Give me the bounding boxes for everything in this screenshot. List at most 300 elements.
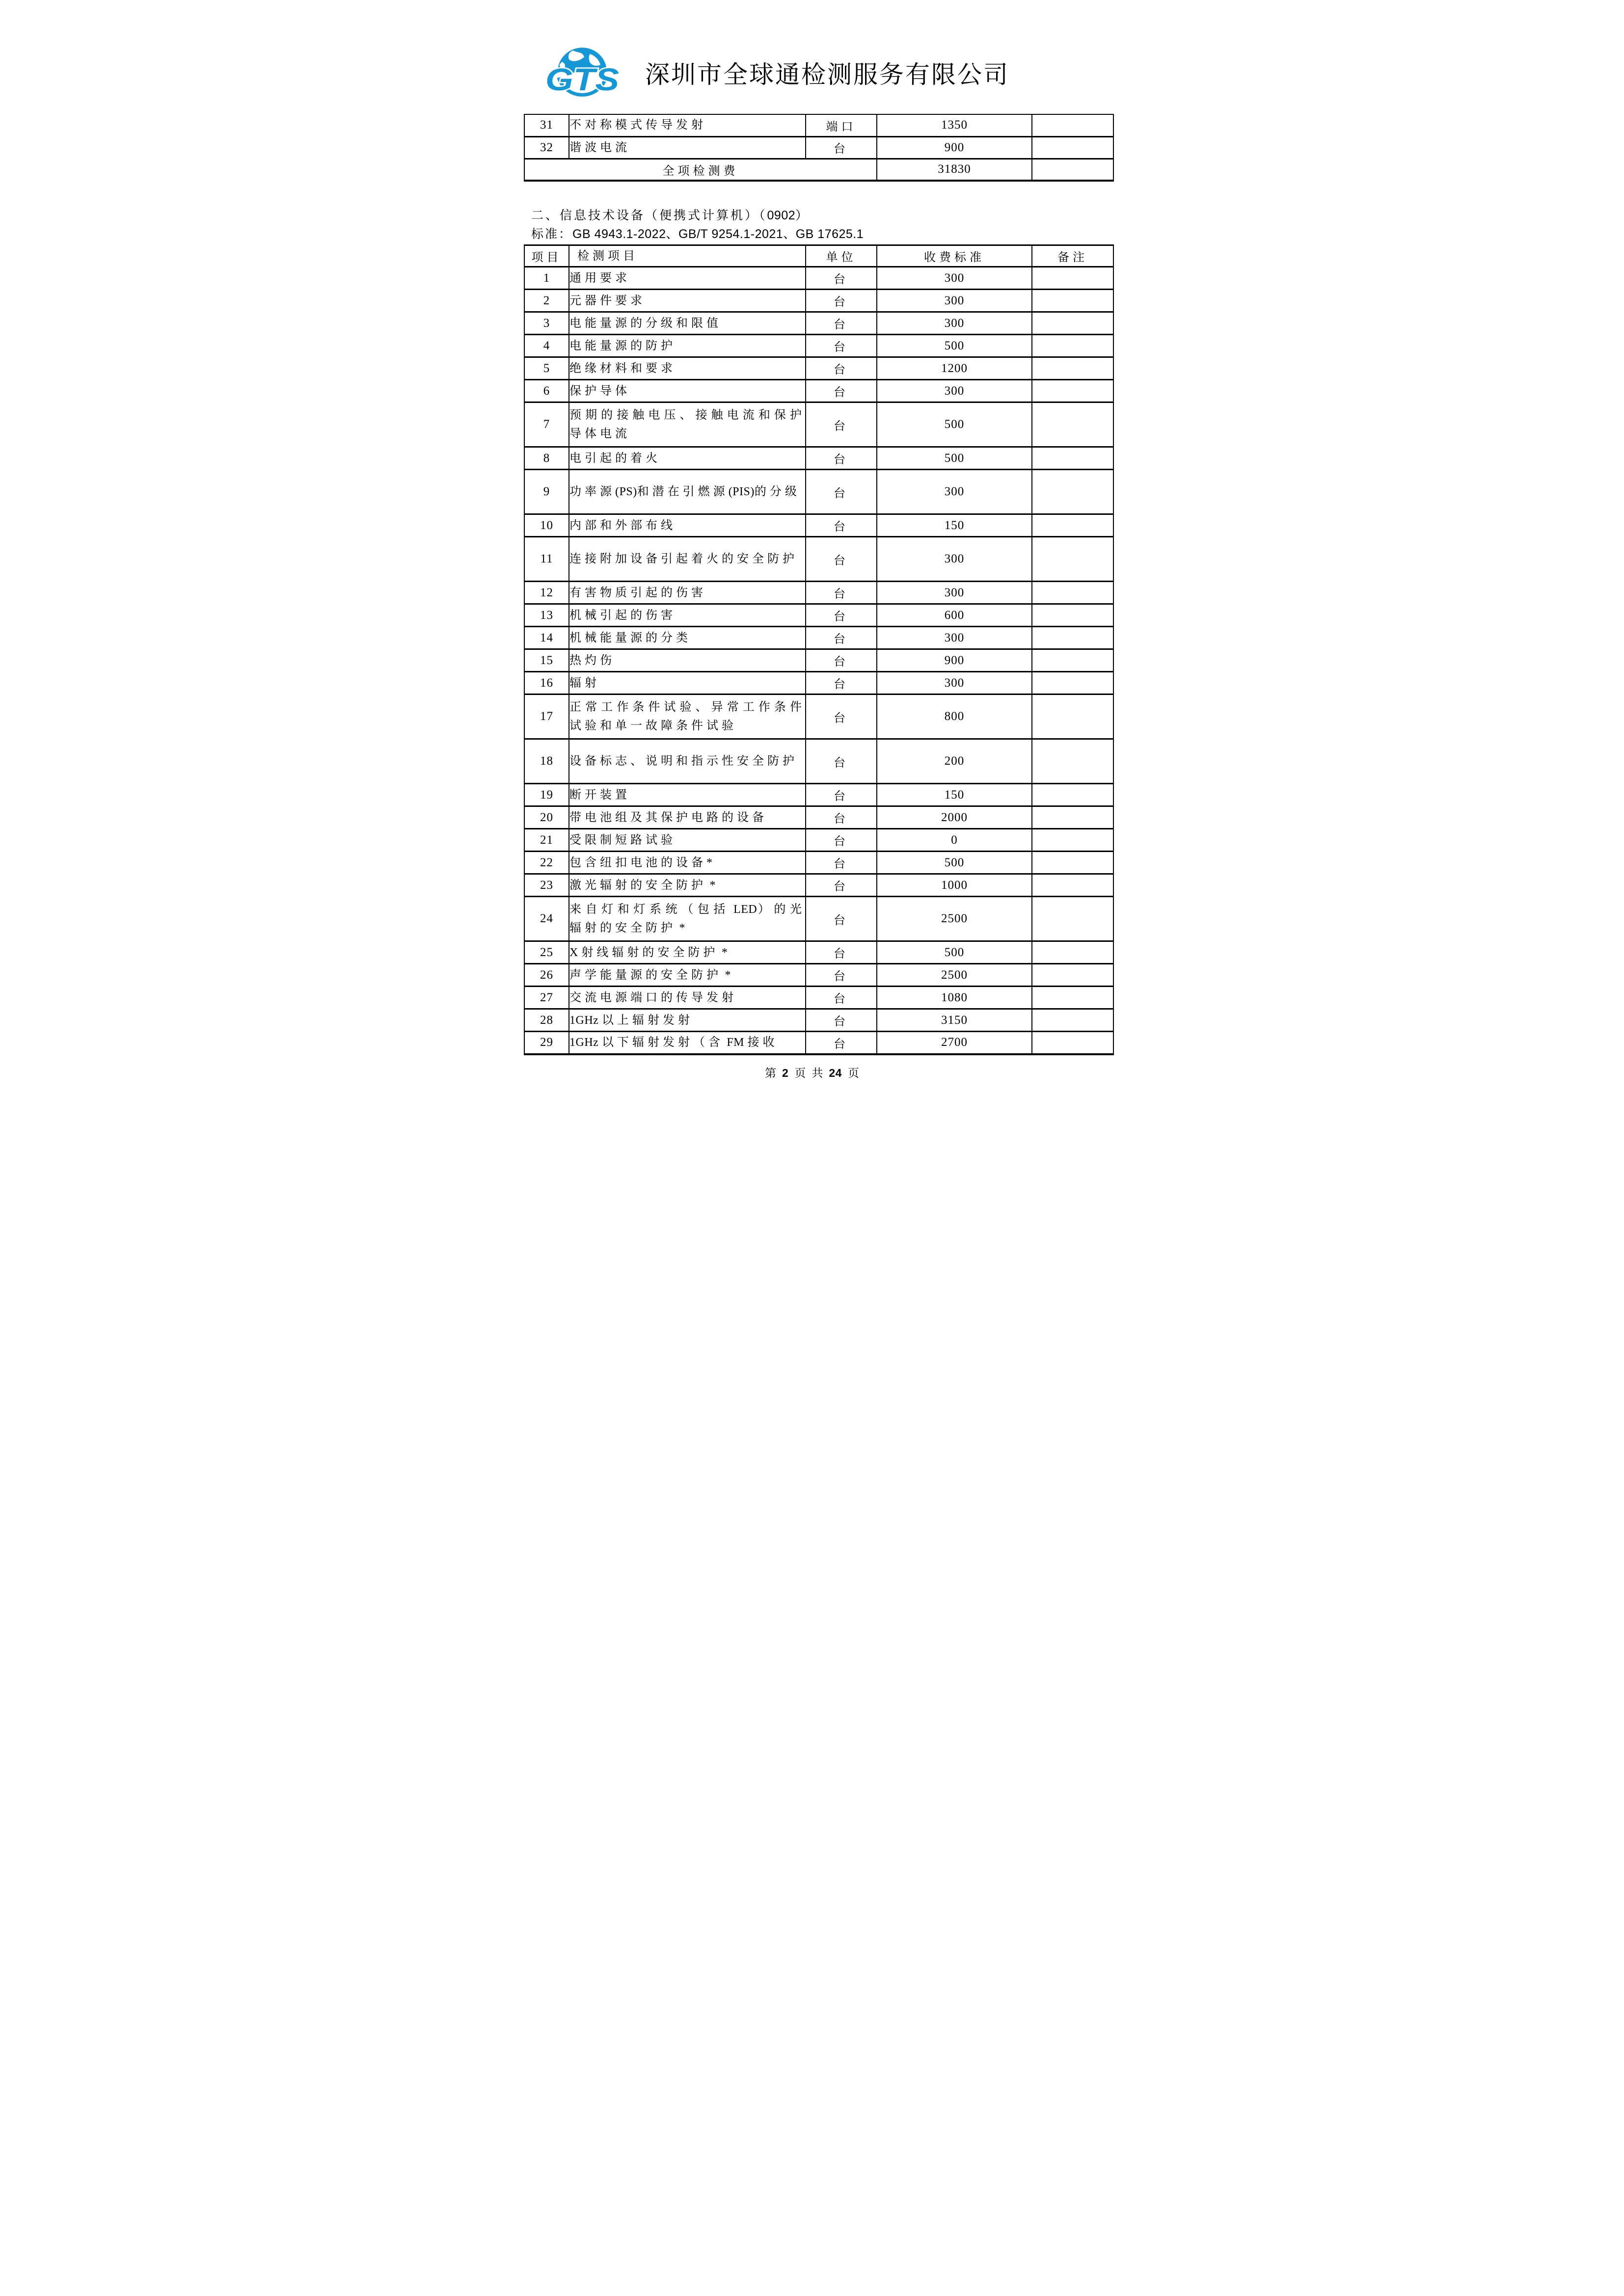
total-row — [524, 159, 1113, 181]
text-segment: 台 — [834, 813, 849, 826]
text-segment: 元器件要求 — [569, 294, 646, 307]
text-segment: 以上辐射发射 — [601, 1014, 693, 1027]
remark-cell — [1032, 514, 1113, 537]
item-name-cell — [569, 784, 806, 806]
text-segment: 带电池组及其保护电路的设备 — [569, 811, 767, 824]
item-number-cell: 1 — [543, 271, 550, 285]
text-segment: 收费标准 — [924, 251, 985, 264]
unit-cell — [806, 1009, 877, 1032]
standard-line — [531, 224, 864, 242]
item-name-cell — [569, 874, 806, 897]
item-number-cell: 23 — [540, 878, 553, 892]
remark-cell — [1032, 897, 1113, 941]
text-segment: 检测项目 — [577, 249, 638, 263]
fee-cell: 150 — [877, 514, 1032, 537]
remark-cell — [1032, 537, 1113, 582]
fee-cell: 1200 — [877, 357, 1032, 380]
item-number-cell: 11 — [540, 552, 553, 565]
fee-cell: 300 — [877, 537, 1032, 582]
unit-cell — [806, 694, 877, 739]
fee-cell: 2700 — [877, 1032, 1032, 1054]
column-header — [569, 245, 806, 267]
unit-cell — [806, 806, 877, 829]
item-name-cell — [569, 357, 806, 380]
text-segment: 有害物质引起的伤害 — [569, 586, 706, 599]
text-segment: 1GHz — [569, 1014, 602, 1027]
text-segment: 台 — [834, 712, 849, 725]
unit-cell — [806, 987, 877, 1009]
table-header-row — [524, 245, 1113, 267]
item-name-cell — [569, 852, 806, 874]
text-segment: 台 — [834, 948, 849, 961]
text-segment: 台 — [834, 656, 849, 668]
text-segment: 台 — [834, 487, 849, 500]
text-segment: * — [676, 922, 685, 934]
text-segment: 台 — [834, 633, 849, 646]
item-name-cell — [569, 829, 806, 852]
remark-cell — [1032, 312, 1113, 335]
remark-cell — [1032, 1032, 1113, 1054]
section-heading — [531, 206, 810, 223]
text-segment: (PS) — [615, 485, 637, 498]
footer-text: 第 — [765, 1067, 777, 1079]
text-segment: 交流电源端口的传导发射 — [569, 991, 737, 1004]
footer-text: 页 — [794, 1067, 806, 1079]
section-heading-close: ） — [795, 209, 810, 222]
table-row — [524, 470, 1113, 514]
text-segment: * — [718, 946, 728, 959]
unit-cell — [806, 941, 877, 964]
item-name-cell — [569, 514, 806, 537]
unit-cell — [806, 136, 877, 159]
text-segment: 设备标志、说明和指示性安全防护 — [569, 755, 798, 768]
unit-cell — [806, 357, 877, 380]
item-name-cell — [569, 290, 806, 312]
item-number-cell: 20 — [540, 810, 553, 824]
text-segment: 声学能量源的安全防护 — [569, 968, 722, 982]
fee-cell: 500 — [877, 402, 1032, 447]
fee-cell: 500 — [877, 335, 1032, 357]
text-segment: 台 — [834, 611, 849, 623]
column-header — [1032, 245, 1113, 267]
table-row — [524, 290, 1113, 312]
item-name-cell — [569, 402, 806, 447]
text-segment: X — [569, 946, 582, 959]
remark-cell — [1032, 136, 1113, 159]
remark-cell — [1032, 672, 1113, 694]
item-name-cell — [569, 537, 806, 582]
unit-cell — [806, 447, 877, 470]
remark-cell — [1032, 649, 1113, 672]
text-segment: 台 — [834, 835, 849, 848]
text-segment: 端口 — [826, 120, 857, 133]
unit-cell — [806, 739, 877, 784]
fee-cell: 500 — [877, 447, 1032, 470]
text-segment: 台 — [834, 881, 849, 893]
text-segment: 台 — [834, 756, 849, 770]
table-row — [524, 964, 1113, 987]
item-name-cell — [569, 806, 806, 829]
item-number-cell: 32 — [540, 140, 553, 154]
unit-cell — [806, 649, 877, 672]
remark-cell — [1032, 582, 1113, 604]
text-segment: 项目 — [531, 251, 562, 264]
column-header — [806, 245, 877, 267]
remark-cell — [1032, 941, 1113, 964]
fee-cell: 900 — [877, 136, 1032, 159]
remark-cell — [1032, 627, 1113, 649]
unit-cell — [806, 267, 877, 290]
text-segment: 台 — [834, 143, 849, 156]
text-segment: 台 — [834, 386, 849, 399]
table-row — [524, 874, 1113, 897]
unit-cell — [806, 290, 877, 312]
table-row — [524, 114, 1113, 136]
remark-cell — [1032, 604, 1113, 627]
item-name-cell — [569, 1032, 806, 1054]
table-row — [524, 897, 1113, 941]
table-row — [524, 852, 1113, 874]
remark-cell — [1032, 852, 1113, 874]
fee-cell: 1080 — [877, 987, 1032, 1009]
text-segment: 正常工作条件试验、异常工作条件试验和单一故障条件试验 — [569, 701, 805, 732]
item-name-cell — [569, 447, 806, 470]
text-segment: 台 — [834, 454, 849, 466]
fee-cell: 300 — [877, 312, 1032, 335]
unit-cell — [806, 380, 877, 402]
fee-cell: 1350 — [877, 114, 1032, 136]
text-segment: 热灼伤 — [569, 654, 615, 667]
text-segment: 和潜在引燃源 — [637, 485, 729, 498]
fee-cell: 500 — [877, 852, 1032, 874]
text-segment: 台 — [834, 1038, 849, 1051]
text-segment: 台 — [834, 341, 849, 354]
footer-page: 2 — [782, 1067, 789, 1079]
table-row — [524, 136, 1113, 159]
text-segment: ）的光辐射的安全防护 — [569, 903, 806, 934]
item-number-cell: 24 — [540, 912, 553, 925]
remark-cell — [1032, 1009, 1113, 1032]
text-segment: 台 — [834, 588, 849, 601]
text-segment: 台 — [834, 914, 849, 927]
table-row — [524, 672, 1113, 694]
remark-cell — [1032, 739, 1113, 784]
fee-cell: 500 — [877, 941, 1032, 964]
item-name-cell — [569, 672, 806, 694]
remark-cell — [1032, 402, 1113, 447]
unit-cell — [806, 672, 877, 694]
table-row — [524, 694, 1113, 739]
item-number-cell: 6 — [543, 384, 550, 398]
text-segment: 台 — [834, 1015, 849, 1028]
remark-cell — [1032, 380, 1113, 402]
remark-cell — [1032, 470, 1113, 514]
text-segment: 连接附加设备引起着火的安全防护 — [569, 553, 798, 565]
text-segment: 台 — [834, 678, 849, 691]
table-row — [524, 267, 1113, 290]
standard-value: GB 4943.1-2022、GB/T 9254.1-2021、GB 17625.1 — [572, 227, 864, 241]
item-name-cell — [569, 582, 806, 604]
item-name-cell — [569, 335, 806, 357]
company-name: 深圳市全球通检测服务有限公司 — [645, 61, 1009, 88]
text-segment: 断开装置 — [569, 788, 630, 801]
total-fee-cell: 31830 — [877, 159, 1032, 181]
item-number-cell: 16 — [540, 676, 553, 690]
unit-cell — [806, 335, 877, 357]
table-row — [524, 357, 1113, 380]
text-segment: 电能量源的防护 — [569, 339, 676, 352]
text-segment: 台 — [834, 420, 849, 433]
text-segment: 台 — [834, 993, 849, 1006]
item-number-cell: 3 — [543, 316, 550, 330]
text-segment: 台 — [834, 273, 849, 286]
text-segment: 激光辐射的安全防护 — [569, 879, 706, 892]
table-row — [524, 649, 1113, 672]
document-page — [406, 0, 1218, 1148]
table-row — [524, 627, 1113, 649]
remark-cell — [1032, 447, 1113, 470]
unit-cell — [806, 784, 877, 806]
table-row — [524, 312, 1113, 335]
remark-cell — [1032, 267, 1113, 290]
fee-cell: 2000 — [877, 806, 1032, 829]
text-segment: 单位 — [826, 251, 857, 264]
remark-cell — [1032, 290, 1113, 312]
text-segment: 内部和外部布线 — [569, 519, 676, 532]
table-row — [524, 604, 1113, 627]
text-segment: * — [706, 856, 713, 869]
remark-cell — [1032, 784, 1113, 806]
text-segment: 不对称模式传导发射 — [569, 119, 706, 132]
footer-total: 24 — [829, 1067, 842, 1079]
text-segment: 全项检测费 — [662, 164, 739, 178]
table-row — [524, 380, 1113, 402]
text-segment: 台 — [834, 364, 849, 376]
column-header — [524, 245, 569, 267]
text-segment: 台 — [834, 858, 849, 871]
item-name-cell — [569, 312, 806, 335]
item-number-cell: 2 — [543, 294, 550, 307]
table-row — [524, 806, 1113, 829]
item-number-cell: 9 — [543, 485, 550, 498]
table-row — [524, 941, 1113, 964]
fee-cell: 1000 — [877, 874, 1032, 897]
item-number-cell: 22 — [540, 855, 553, 869]
fee-cell: 3150 — [877, 1009, 1032, 1032]
item-name-cell — [569, 739, 806, 784]
fee-cell: 300 — [877, 380, 1032, 402]
remark-cell — [1032, 829, 1113, 852]
fee-table — [524, 244, 1114, 1055]
item-number-cell: 26 — [540, 968, 553, 982]
table-row — [524, 829, 1113, 852]
item-number-cell: 13 — [540, 608, 553, 622]
remark-cell — [1032, 874, 1113, 897]
table-row — [524, 335, 1113, 357]
text-segment: 谐波电流 — [569, 141, 630, 154]
table-row — [524, 784, 1113, 806]
table-row — [524, 402, 1113, 447]
unit-cell — [806, 470, 877, 514]
unit-cell — [806, 114, 877, 136]
remark-cell — [1032, 987, 1113, 1009]
item-name-cell — [569, 987, 806, 1009]
table-row — [524, 514, 1113, 537]
text-segment: 机械引起的伤害 — [569, 609, 676, 622]
total-label-cell — [524, 159, 877, 181]
table-row — [524, 537, 1113, 582]
fee-cell: 300 — [877, 470, 1032, 514]
item-number-cell: 4 — [543, 339, 550, 352]
footer-text: 共 — [812, 1067, 823, 1079]
item-name-cell — [569, 1009, 806, 1032]
item-number-cell: 31 — [540, 118, 553, 132]
remark-cell — [1032, 964, 1113, 987]
table-row — [524, 987, 1113, 1009]
fee-cell: 900 — [877, 649, 1032, 672]
text-segment: 受限制短路试验 — [569, 833, 676, 847]
unit-cell — [806, 582, 877, 604]
unit-cell — [806, 537, 877, 582]
unit-cell — [806, 897, 877, 941]
text-segment: 台 — [834, 554, 849, 567]
item-number-cell: 27 — [540, 990, 553, 1004]
text-segment: 保护导体 — [569, 384, 630, 398]
fee-cell: 150 — [877, 784, 1032, 806]
text-segment: 绝缘材料和要求 — [569, 362, 676, 375]
text-segment: 电能量源的分级和限值 — [569, 317, 722, 330]
gts-logo — [543, 47, 622, 102]
unit-cell — [806, 964, 877, 987]
remark-cell — [1032, 357, 1113, 380]
section-heading-text: 二、信息技术设备（便携式计算机）（ — [531, 209, 767, 222]
item-number-cell: 14 — [540, 631, 553, 644]
item-number-cell: 29 — [540, 1036, 553, 1049]
fee-cell: 800 — [877, 694, 1032, 739]
unit-cell — [806, 829, 877, 852]
item-number-cell: 15 — [540, 653, 553, 667]
fee-summary-table — [524, 114, 1114, 182]
text-segment: LED — [729, 903, 758, 916]
remark-cell — [1032, 114, 1113, 136]
text-segment: 1GHz — [569, 1036, 602, 1049]
item-name-cell — [569, 136, 806, 159]
table-row — [524, 1009, 1113, 1032]
fee-cell: 2500 — [877, 964, 1032, 987]
item-name-cell — [569, 267, 806, 290]
fee-cell: 2500 — [877, 897, 1032, 941]
item-number-cell: 25 — [540, 945, 553, 959]
text-segment: 辐射 — [569, 676, 600, 690]
text-segment: 台 — [834, 970, 849, 983]
item-name-cell — [569, 114, 806, 136]
fee-cell: 200 — [877, 739, 1032, 784]
item-name-cell — [569, 604, 806, 627]
column-header — [877, 245, 1032, 267]
remark-cell — [1032, 806, 1113, 829]
text-segment: 以下辐射发射（含 — [601, 1036, 724, 1049]
remark-cell — [1032, 694, 1113, 739]
section-code: 0902 — [767, 209, 796, 222]
remark-cell — [1032, 159, 1113, 181]
table-row — [524, 447, 1113, 470]
unit-cell — [806, 402, 877, 447]
item-number-cell: 8 — [543, 451, 550, 465]
fee-cell: 600 — [877, 604, 1032, 627]
table-row — [524, 739, 1113, 784]
fee-cell: 0 — [877, 829, 1032, 852]
remark-cell — [1032, 335, 1113, 357]
unit-cell — [806, 604, 877, 627]
unit-cell — [806, 627, 877, 649]
item-number-cell: 17 — [540, 710, 553, 723]
item-number-cell: 18 — [540, 754, 553, 768]
item-number-cell: 10 — [540, 518, 553, 532]
fee-cell: 300 — [877, 672, 1032, 694]
text-segment: 功率源 — [569, 485, 615, 498]
item-name-cell — [569, 627, 806, 649]
table-row — [524, 582, 1113, 604]
logo-letters: GTS — [545, 62, 620, 97]
fee-cell: 300 — [877, 627, 1032, 649]
text-segment: 台 — [834, 521, 849, 534]
fee-cell: 300 — [877, 290, 1032, 312]
text-segment: (PIS) — [728, 485, 755, 498]
text-segment: 预期的接触电压、接触电流和保护导体电流 — [569, 409, 805, 440]
footer-page-number — [406, 1064, 1218, 1080]
text-segment: 台 — [834, 319, 849, 331]
text-segment: 台 — [834, 790, 849, 803]
fee-cell: 300 — [877, 582, 1032, 604]
text-segment: 包含纽扣电池的设备 — [569, 856, 706, 869]
item-name-cell — [569, 964, 806, 987]
footer-text: 页 — [847, 1067, 859, 1079]
text-segment: 机械能量源的分类 — [569, 631, 691, 644]
text-segment: 的分级 — [754, 485, 800, 498]
text-segment: * — [706, 879, 716, 892]
text-segment: 接收 — [747, 1036, 778, 1049]
item-number-cell: 28 — [540, 1013, 553, 1027]
text-segment: * — [722, 968, 731, 982]
item-number-cell: 5 — [543, 361, 550, 375]
item-number-cell: 21 — [540, 833, 553, 847]
item-name-cell — [569, 380, 806, 402]
text-segment: 台 — [834, 296, 849, 309]
unit-cell — [806, 1032, 877, 1054]
unit-cell — [806, 514, 877, 537]
text-segment: 射线辐射的安全防护 — [581, 946, 719, 959]
item-name-cell — [569, 897, 806, 941]
item-name-cell — [569, 941, 806, 964]
text-segment: 备注 — [1057, 251, 1088, 264]
item-number-cell: 19 — [540, 788, 553, 801]
table-row — [524, 1032, 1113, 1054]
item-name-cell — [569, 470, 806, 514]
item-number-cell: 12 — [540, 586, 553, 599]
fee-cell: 300 — [877, 267, 1032, 290]
text-segment: 电引起的着火 — [569, 452, 661, 465]
unit-cell — [806, 312, 877, 335]
item-name-cell — [569, 694, 806, 739]
text-segment: 来自灯和灯系统（包括 — [569, 903, 730, 916]
text-segment: FM — [723, 1036, 748, 1049]
item-name-cell — [569, 649, 806, 672]
standard-label: 标准： — [531, 228, 573, 241]
text-segment: 通用要求 — [569, 271, 630, 285]
unit-cell — [806, 874, 877, 897]
item-number-cell: 7 — [543, 418, 550, 431]
unit-cell — [806, 852, 877, 874]
